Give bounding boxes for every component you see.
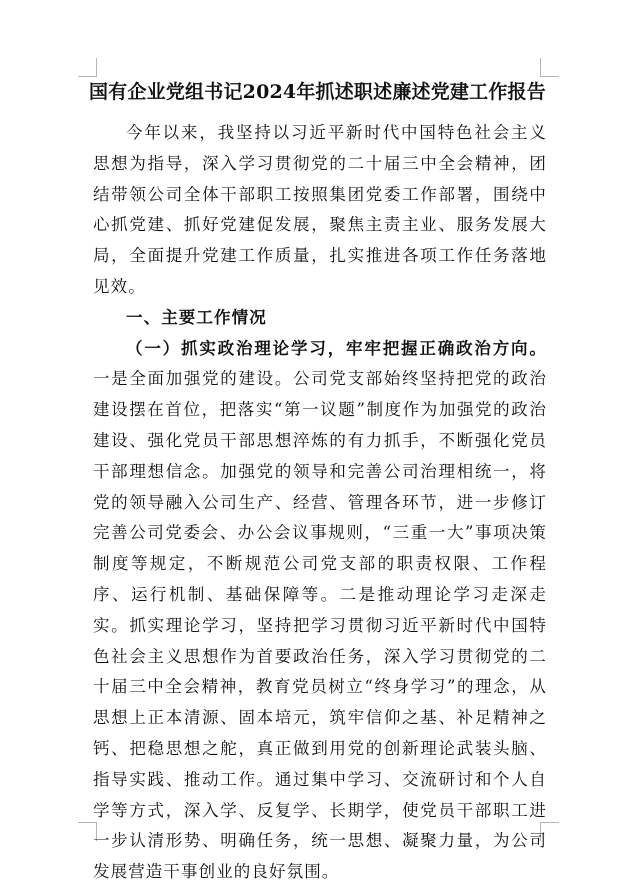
subsection-heading: （一）抓实政治理论学习，牢牢把握正确政治方向。 [126,338,547,358]
crop-mark-top-left [78,58,97,77]
subsection-body: 一是全面加强党的建设。公司党支部始终坚持把党的政治建设摆在首位，把落实“第一议题”制度作为加强党的政治建设、强化党员干部思想淬炼的有力抓手，不断强化党员干部理想信念。加强党的领导和完善公司治理相统一，将党的领导融入公司生产、经营、管理各环节，进一步修订完善公司党委会、办公会议事规则，“三重一大”事项决策制度等规定，不断规范公司党支部的职责权限、工作程序、运行机制、基础保障等。二是推动理论学习走深走实。抓实理论学习，坚持把学习贯彻习近平新时代中国特色社会主义思想作为首要政治任务，深入学习贯彻党的二十届三中全会精神，教育党员树立“终身学习”的理念，从思想上正本清源、固本培元，筑牢信仰之基、补足精神之钙、把稳思想之舵，真正做到用党的创新理论武装头脑、指导实践、推动工作。通过集中学习、交流研讨和个人自学等方式，深入学、反复学、长期学，使党员干部职工进一步认清形势、明确任务，统一思想、凝聚力量，为公司发展营造干事创业的良好氛围。 [93,369,547,882]
document-title: 国有企业党组书记2024年抓述职述廉述党建工作报告 [89,81,546,103]
section-heading: 一、主要工作情况 [126,307,267,327]
document-body [93,118,547,888]
subsection-paragraph [93,334,547,888]
crop-mark-top-right [540,58,559,77]
intro-paragraph: 今年以来，我坚持以习近平新时代中国特色社会主义思想为指导，深入学习贯彻党的二十届三中全会精神，团结带领公司全体干部职工按照集团党委工作部署，围绕中心抓党建、抓好党建促发展，聚焦主责主业、服务发展大局，全面提升党建工作质量，扎实推进各项工作任务落地见效。 [93,123,547,296]
